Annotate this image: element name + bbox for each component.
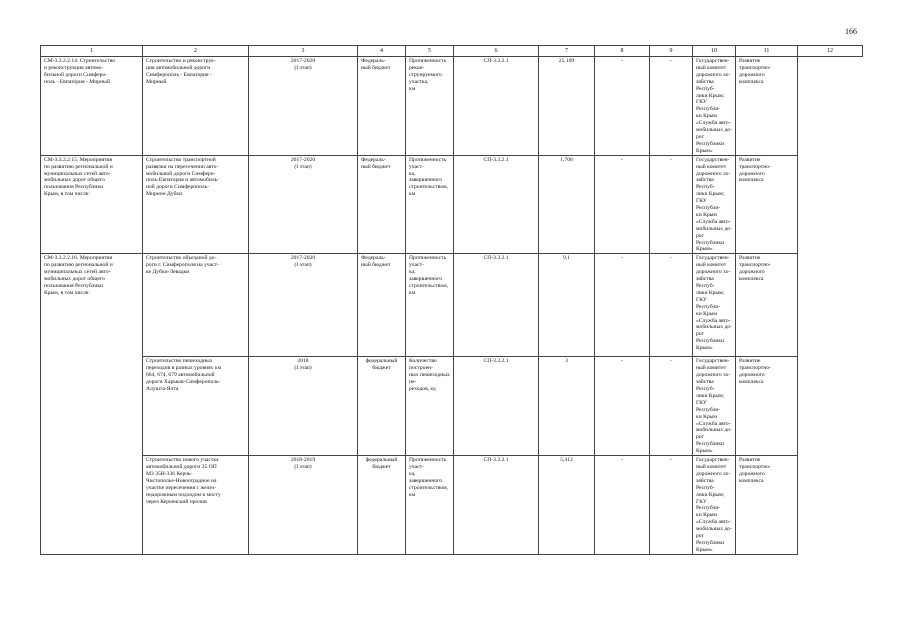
ref-cell: СП-3.3.2.1: [454, 357, 539, 456]
executor-cell: Государствен- ный комитет дорожного хо- зяйства Респуб- лики Крым; ГКУ Республи- ки Крым «Служба авто- мобильных до- рог Республики Крым»: [693, 456, 736, 555]
goal-cell: Развитие транспортно- дорожного комплекса: [736, 254, 798, 357]
goal-cell: Развитие транспортно- дорожного комплекса: [736, 155, 798, 254]
measure-code-cell: СМ-3.3.2.2.15. Мероприятия по развитию региональной и муниципальных сетей авто- мобильных дорог общего пользования Республики Крым, в том числе:: [41, 155, 143, 254]
indicator-cell: Протяженность участ- ка, завершенного строительством, км: [406, 456, 454, 555]
col9-cell: -: [595, 155, 650, 254]
table-row: [41, 155, 863, 254]
budget-cell: федеральный бюджет: [358, 456, 406, 555]
period-cell: 2017-2020 (I этап): [249, 57, 358, 156]
header-cell: 4: [358, 46, 406, 57]
period-cell: 2018 (I этап): [249, 357, 358, 456]
budget-cell: Федераль- ный бюджет: [358, 57, 406, 156]
table-row: [41, 456, 863, 555]
col10-cell: -: [650, 357, 693, 456]
col10-cell: -: [650, 456, 693, 555]
col9-cell: -: [595, 57, 650, 156]
table-row: [41, 357, 863, 456]
table-row: [41, 254, 863, 357]
indicator-cell: Количество построен- ных пешеходных пе- реходов, ед: [406, 357, 454, 456]
header-cell: 10: [693, 46, 736, 57]
value-cell: 1,708: [539, 155, 595, 254]
value-cell: 3: [539, 357, 595, 456]
col9-cell: -: [595, 357, 650, 456]
ref-cell: СП-3.3.2.1: [454, 155, 539, 254]
executor-cell: Государствен- ный комитет дорожного хо- зяйства Респуб- лики Крым; ГКУ Республи- ки Крым «Служба авто- мобильных до- рог Республики Крым»: [693, 155, 736, 254]
ref-cell: СП-3.3.2.1: [454, 456, 539, 555]
executor-cell: Государствен- ный комитет дорожного хо- зяйства Респуб- лики Крым; ГКУ Республи- ки Крым «Служба авто- мобильных до- рог Республики Крым»: [693, 254, 736, 357]
measure-code-cell: СМ-3.3.2.2.14. Строительство и реконструкция автомо- бильной дороги Симферо- поль - Евпатория - Мирный: [41, 57, 143, 156]
value-cell: 5,412: [539, 456, 595, 555]
table-row: [41, 57, 863, 156]
measure-name-cell: Строительство пешеходных переходов в разных уровнях км 664, 674, 679 автомобильной дороги Харьков-Симферополь- Алушта-Ялта: [143, 357, 249, 456]
goal-cell: Развитие транспортно- дорожного комплекса: [736, 357, 798, 456]
measure-code-cell: [41, 456, 143, 555]
value-cell: 25,109: [539, 57, 595, 156]
ref-cell: СП-3.3.2.1: [454, 254, 539, 357]
col10-cell: -: [650, 155, 693, 254]
period-cell: 2018-2019 (I этап): [249, 456, 358, 555]
budget-cell: федеральный бюджет: [358, 357, 406, 456]
budget-cell: Федераль- ный бюджет: [358, 254, 406, 357]
goal-cell: Развитие транспортно- дорожного комплекса: [736, 57, 798, 156]
indicator-cell: Протяженность участ- ка, завершенного строительством, км: [406, 155, 454, 254]
header-cell: 7: [539, 46, 595, 57]
header-cell: 3: [249, 46, 358, 57]
indicator-cell: Протяженность рекон- струируемого участка, км: [406, 57, 454, 156]
measure-name-cell: Строительство транспортной развязки на пересечении авто- мобильной дороги Симферо- поль-Евпатория и автомобиль- ной дороги Симферополь- Мирное-Дубки: [143, 155, 249, 254]
page-number: 166: [845, 27, 857, 36]
value-cell: 9,1: [539, 254, 595, 357]
measure-name-cell: Строительство объездной до- роги г. Симферополя на участ- ке Дубки-Левадки: [143, 254, 249, 357]
period-cell: 2017-2020 (I этап): [249, 254, 358, 357]
measure-name-cell: Строительство и реконструк- ция автомобильной дороги Симферополь - Евпатория - Мирный: [143, 57, 249, 156]
ref-cell: СП-3.3.2.1: [454, 57, 539, 156]
goal-cell: Развитие транспортно- дорожного комплекса: [736, 456, 798, 555]
header-cell: 8: [595, 46, 650, 57]
indicator-cell: Протяженность участ- ка, завершенного строительством, км: [406, 254, 454, 357]
header-cell: 6: [454, 46, 539, 57]
header-cell: 1: [41, 46, 143, 57]
period-cell: 2017-2020 (I этап): [249, 155, 358, 254]
col10-cell: -: [650, 57, 693, 156]
measure-code-cell: [41, 357, 143, 456]
program-table: [40, 45, 863, 555]
header-row: [41, 46, 863, 57]
budget-cell: Федераль- ный бюджет: [358, 155, 406, 254]
header-cell: 5: [406, 46, 454, 57]
col9-cell: -: [595, 254, 650, 357]
col9-cell: -: [595, 456, 650, 555]
header-cell: 9: [650, 46, 693, 57]
header-cell: 11: [736, 46, 798, 57]
col10-cell: -: [650, 254, 693, 357]
measure-code-cell: СМ-3.3.2.2.16. Мероприятия по развитию региональной и муниципальных сетей авто- мобильных дорог общего пользования Республики Крым, в том числе:: [41, 254, 143, 357]
header-cell: 2: [143, 46, 249, 57]
executor-cell: Государствен- ный комитет дорожного хо- зяйства Респуб- лики Крым; ГКУ Республи- ки Крым «Служба авто- мобильных до- рог Республики Крым»: [693, 357, 736, 456]
header-cell: 12: [798, 46, 863, 57]
executor-cell: Государствен- ный комитет дорожного хо- зяйства Респуб- лики Крым; ГКУ Республи- ки Крым «Служба авто- мобильных до- рог Республики Крым»: [693, 57, 736, 156]
measure-name-cell: Строительство нового участка автомобильной дороги 35 ОП МЗ 35Н-336 Керчь- Чистополье-Новоотрадное на участке пересечения с желез- нодорожным подходом к мосту через Керченский пролив: [143, 456, 249, 555]
